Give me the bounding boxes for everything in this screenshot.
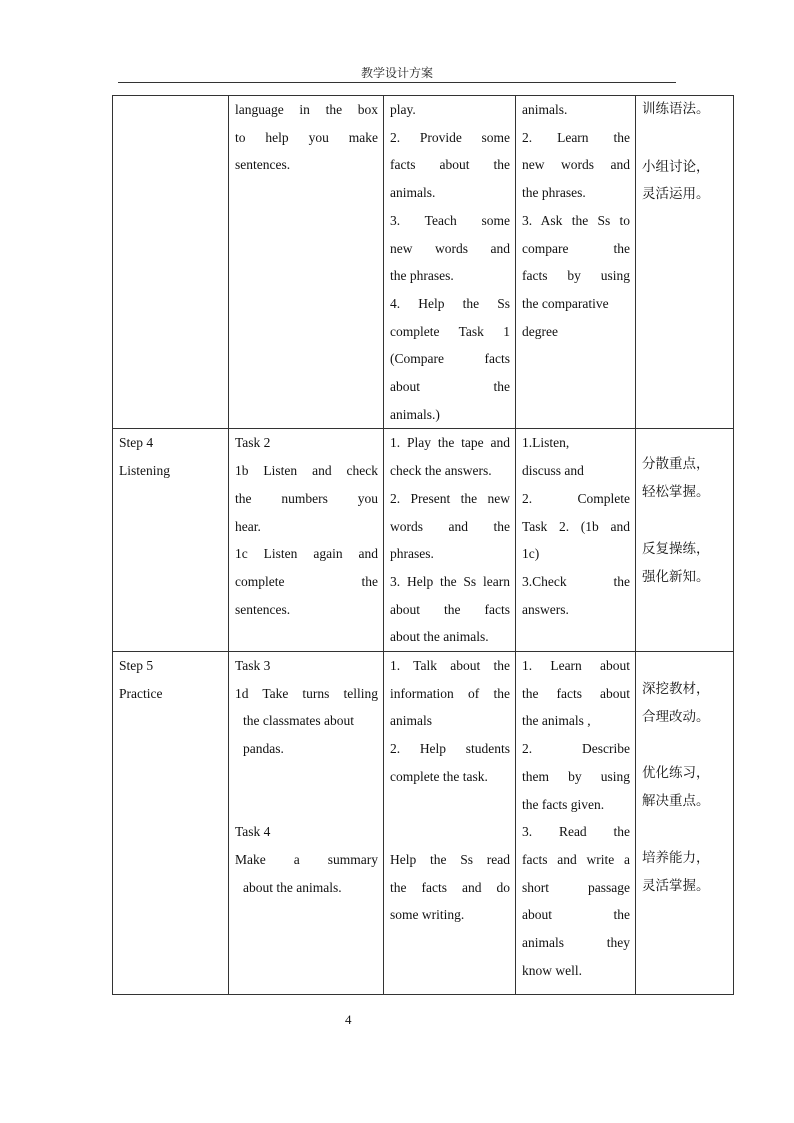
- cell-line: 训练语法。: [642, 101, 710, 117]
- cell-line: (Compare facts: [390, 351, 510, 367]
- cell-line: degree: [522, 323, 558, 339]
- cell-line: sentences.: [235, 157, 291, 173]
- cell-line: short passage: [522, 879, 630, 895]
- cell-line: animals: [390, 713, 432, 729]
- step-cell: [113, 96, 229, 429]
- cell-line: discuss and: [522, 463, 584, 479]
- student-activity-cell: [516, 429, 636, 652]
- cell-line: animals.): [390, 406, 440, 422]
- cell-line: 2. Complete: [522, 490, 630, 506]
- student-activity-cell: [516, 652, 636, 995]
- cell-line: 4. Help the Ss: [390, 295, 510, 311]
- cell-line: 1. Learn about: [522, 658, 630, 674]
- cell-line: 分散重点，: [642, 456, 710, 473]
- cell-line: 反复操练，: [642, 540, 710, 557]
- cell-line: Task 2: [235, 435, 271, 451]
- cell-line: the phrases.: [522, 185, 586, 201]
- table-row: [113, 429, 734, 652]
- cell-line: the facts about: [522, 685, 630, 701]
- table-row: [113, 652, 734, 995]
- cell-line: play.: [390, 102, 416, 117]
- task-cell: [229, 429, 384, 652]
- cell-line: Task 4: [235, 824, 271, 840]
- cell-line: complete Task 1: [390, 323, 510, 339]
- header-title: 教学设计方案: [360, 66, 433, 80]
- cell-line: about the: [390, 379, 510, 395]
- cell-line: new words and: [390, 240, 510, 256]
- cell-line: 培养能力，: [642, 849, 710, 866]
- cell-line: 2. Learn the: [522, 129, 630, 145]
- cell-line: phrases.: [390, 546, 434, 562]
- cell-line: about the facts: [390, 601, 510, 617]
- cell-line: new words and: [522, 157, 630, 173]
- task-cell: [229, 96, 384, 429]
- cell-line: hear.: [235, 518, 261, 534]
- cell-line: complete the task.: [390, 768, 488, 784]
- cell-line: complete the: [235, 573, 378, 589]
- cell-line: words and the: [390, 518, 510, 534]
- cell-line: animals.: [390, 185, 436, 201]
- cell-line: to help you make: [235, 129, 378, 145]
- cell-line: Step 4: [119, 435, 154, 451]
- cell-line: 1. Talk about the: [390, 658, 510, 674]
- cell-line: 1d Take turns telling: [235, 685, 378, 701]
- cell-line: facts by using: [522, 268, 630, 284]
- cell-line: 1c Listen again and: [235, 546, 378, 562]
- cell-line: 3. Teach some: [390, 212, 510, 228]
- cell-line: Help the Ss read: [390, 851, 510, 867]
- cell-line: Listening: [119, 463, 170, 479]
- cell-line: about the animals.: [243, 879, 342, 895]
- cell-line: the classmates about: [243, 713, 354, 729]
- cell-line: check the answers.: [390, 463, 492, 479]
- cell-line: 3. Ask the Ss to: [522, 212, 630, 228]
- cell-line: the facts given.: [522, 796, 605, 812]
- cell-line: 灵活掌握。: [642, 877, 710, 894]
- cell-line: about the: [522, 907, 630, 923]
- cell-line: the phrases.: [390, 268, 454, 284]
- cell-line: Task 3: [235, 658, 271, 674]
- teacher-activity-cell: [384, 652, 516, 995]
- step-cell: [113, 429, 229, 652]
- cell-line: language in the box: [235, 102, 378, 117]
- cell-line: 1c): [522, 546, 540, 562]
- teacher-activity-cell: [384, 96, 516, 429]
- cell-line: animals.: [522, 102, 568, 117]
- cell-line: facts and write a: [522, 851, 630, 867]
- cell-line: information of the: [390, 685, 510, 701]
- cell-line: know well.: [522, 962, 582, 978]
- page-number: 4: [345, 1012, 352, 1027]
- cell-line: 优化练习，: [642, 765, 710, 782]
- cell-line: 3.Check the: [522, 573, 630, 589]
- cell-line: 1b Listen and check: [235, 463, 378, 479]
- teacher-activity-cell: [384, 429, 516, 652]
- cell-line: the animals ,: [522, 713, 591, 729]
- cell-line: 1. Play the tape and: [390, 435, 510, 451]
- cell-line: 2. Provide some: [390, 129, 510, 145]
- cell-line: some writing.: [390, 907, 465, 923]
- purpose-cell: [636, 652, 734, 995]
- lesson-plan-table: [112, 95, 734, 995]
- cell-line: 小组讨论，: [642, 158, 710, 175]
- cell-line: 灵活运用。: [642, 186, 710, 203]
- cell-line: 2. Describe: [522, 741, 630, 757]
- cell-line: 强化新知。: [642, 568, 710, 585]
- cell-line: 2. Help students: [390, 741, 510, 757]
- table-row: [113, 96, 734, 429]
- cell-line: the numbers you: [235, 490, 378, 506]
- task-cell: [229, 652, 384, 995]
- step-cell: [113, 652, 229, 995]
- cell-line: pandas.: [243, 741, 284, 757]
- student-activity-cell: [516, 96, 636, 429]
- cell-line: the facts and do: [390, 879, 510, 895]
- cell-line: answers.: [522, 601, 569, 617]
- purpose-cell: [636, 96, 734, 429]
- cell-line: Practice: [119, 685, 163, 701]
- cell-line: 深挖教材，: [642, 681, 710, 698]
- cell-line: 3. Read the: [522, 824, 630, 840]
- cell-line: 2. Present the new: [390, 490, 510, 506]
- cell-line: animals they: [522, 935, 630, 951]
- cell-line: 解决重点。: [642, 793, 710, 810]
- cell-line: Task 2. (1b and: [522, 518, 630, 534]
- cell-line: 合理改动。: [642, 708, 710, 725]
- cell-line: Step 5: [119, 658, 154, 674]
- cell-line: 3. Help the Ss learn: [390, 573, 510, 589]
- header-rule: [118, 82, 676, 83]
- cell-line: sentences.: [235, 601, 291, 617]
- cell-line: 轻松掌握。: [642, 484, 710, 501]
- cell-line: facts about the: [390, 157, 510, 173]
- cell-line: the comparative: [522, 295, 609, 311]
- cell-line: 1.Listen,: [522, 435, 570, 451]
- purpose-cell: [636, 429, 734, 652]
- cell-line: compare the: [522, 240, 630, 256]
- cell-line: them by using: [522, 768, 630, 784]
- cell-line: Make a summary: [235, 851, 378, 867]
- cell-line: about the animals.: [390, 629, 489, 645]
